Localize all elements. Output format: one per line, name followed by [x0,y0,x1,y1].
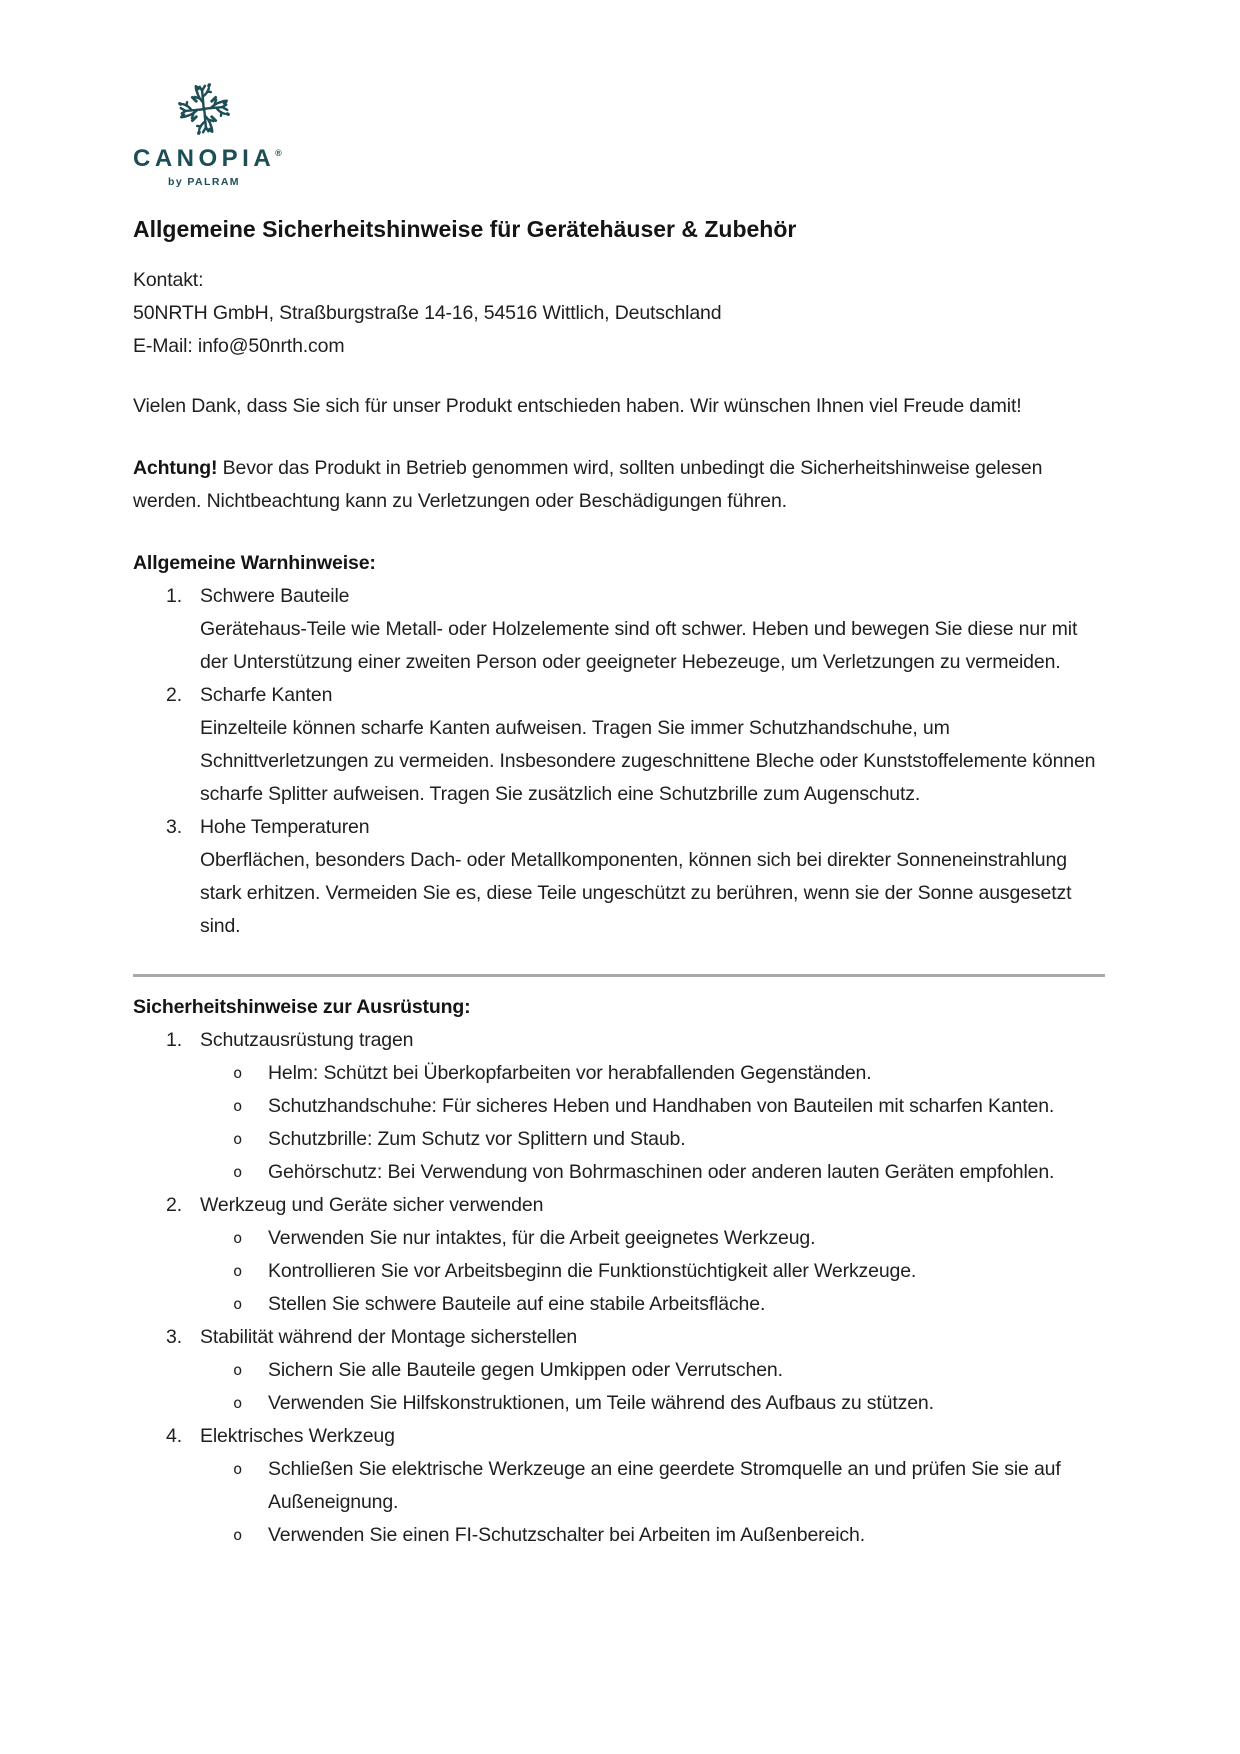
equipment-item-title: Elektrisches Werkzeug [200,1425,395,1447]
warning-item-number: 2. [166,684,182,706]
equipment-item-number: 1. [166,1029,182,1051]
warning-item-body: Gerätehaus-Teile wie Metall- oder Holzelemente sind oft schwer. Heben und bewegen Sie diese nur mit der Unterstützung einer zweiten Person oder geeigneter Hebezeuge, um Verletzungen zu vermeiden. [200,618,1078,673]
equipment-bullet-text: Kontrollieren Sie vor Arbeitsbeginn die Funktionstüchtigkeit aller Werkzeuge. [268,1260,917,1282]
bullet-marker: o [233,1163,243,1181]
equipment-item [133,1420,1105,1453]
bullet-marker: o [233,1229,243,1247]
bullet-marker: o [233,1394,243,1412]
logo [133,78,282,188]
equipment-bullet-text: Verwenden Sie nur intaktes, für die Arbeit geeignetes Werkzeug. [268,1227,816,1249]
equipment-item-number: 3. [166,1326,182,1348]
attention-label: Achtung! [133,457,218,479]
equipment-bullet-text: Schutzbrille: Zum Schutz vor Splittern und Staub. [268,1128,686,1150]
attention-paragraph [133,452,1105,518]
equipment-bullet [133,1453,1105,1519]
equipment-bullet [133,1222,1105,1255]
contact-block [133,264,1105,363]
warning-item-title: Hohe Temperaturen [200,816,370,838]
equipment-item [133,1024,1105,1057]
contact-email: E-Mail: info@50nrth.com [133,335,345,357]
equipment-item-number: 4. [166,1425,182,1447]
equipment-bullet [133,1123,1105,1156]
warning-item [133,811,1105,943]
equipment-bullet-text: Schutzhandschuhe: Für sicheres Heben und Handhaben von Bauteilen mit scharfen Kanten. [268,1095,1055,1117]
equipment-item-title: Stabilität während der Montage sicherstellen [200,1326,578,1348]
canopia-logo-icon [173,78,235,140]
warnings-heading: Allgemeine Warnhinweise: [133,552,376,574]
registered-mark: ® [275,148,282,158]
bullet-marker: o [233,1130,243,1148]
attention-text: Bevor das Produkt in Betrieb genommen wird, sollten unbedingt die Sicherheitshinweise gelesen werden. Nichtbeachtung kann zu Verletzungen oder Beschädigungen führen. [133,457,1043,512]
equipment-bullet [133,1387,1105,1420]
equipment-bullet-text: Verwenden Sie Hilfskonstruktionen, um Teile während des Aufbaus zu stützen. [268,1392,934,1414]
section-divider [133,974,1105,977]
equipment-bullet-text: Gehörschutz: Bei Verwendung von Bohrmaschinen oder anderen lauten Geräten empfohlen. [268,1161,1055,1183]
intro-paragraph: Vielen Dank, dass Sie sich für unser Produkt entschieden haben. Wir wünschen Ihnen viel Freude damit! [133,395,1022,417]
page-title: Allgemeine Sicherheitshinweise für Gerätehäuser & Zubehör [133,216,797,242]
bullet-marker: o [233,1097,243,1115]
bullet-marker: o [233,1460,243,1478]
warning-item-number: 3. [166,816,182,838]
equipment-bullet-text: Verwenden Sie einen FI-Schutzschalter bei Arbeiten im Außenbereich. [268,1524,865,1546]
equipment-bullet [133,1057,1105,1090]
warning-item-title: Schwere Bauteile [200,585,350,607]
equipment-item-title: Schutzausrüstung tragen [200,1029,414,1051]
bullet-marker: o [233,1262,243,1280]
equipment-item [133,1189,1105,1222]
bullet-marker: o [233,1064,243,1082]
equipment-bullet-text: Helm: Schützt bei Überkopfarbeiten vor herabfallenden Gegenständen. [268,1062,872,1084]
equipment-bullet [133,1519,1105,1552]
brand-wordmark [133,145,282,172]
warnings-list [133,580,1105,943]
bullet-marker: o [233,1526,243,1544]
warning-item-body: Einzelteile können scharfe Kanten aufweisen. Tragen Sie immer Schutzhandschuhe, um Schnittverletzungen zu vermeiden. Insbesondere zugeschnittene Bleche oder Kunststoffelemente können scharfe Splitter aufweisen. Tragen Sie zusätzlich eine Schutzbrille zum Augenschutz. [200,717,1096,805]
bullet-marker: o [233,1361,243,1379]
brand-byline: by PALRAM [168,176,240,188]
equipment-bullet-text: Schließen Sie elektrische Werkzeuge an eine geerdete Stromquelle an und prüfen Sie sie auf Außeneignung. [268,1458,1061,1513]
contact-label: Kontakt: [133,269,204,291]
warning-item [133,580,1105,679]
warning-item [133,679,1105,811]
equipment-list [133,1024,1105,1552]
equipment-bullet-text: Stellen Sie schwere Bauteile auf eine stabile Arbeitsfläche. [268,1293,766,1315]
equipment-item [133,1321,1105,1354]
brand-name: CANOPIA [133,145,276,172]
equipment-bullet [133,1090,1105,1123]
equipment-bullet-text: Sichern Sie alle Bauteile gegen Umkippen oder Verrutschen. [268,1359,783,1381]
bullet-marker: o [233,1295,243,1313]
equipment-item-number: 2. [166,1194,182,1216]
warning-item-title: Scharfe Kanten [200,684,333,706]
contact-address: 50NRTH GmbH, Straßburgstraße 14-16, 54516 Wittlich, Deutschland [133,302,722,324]
equipment-bullet [133,1354,1105,1387]
warning-item-number: 1. [166,585,182,607]
warning-item-body: Oberflächen, besonders Dach- oder Metallkomponenten, können sich bei direkter Sonneneinstrahlung stark erhitzen. Vermeiden Sie es, diese Teile ungeschützt zu berühren, wenn sie der Sonne ausgesetzt sind. [200,849,1072,937]
equipment-heading: Sicherheitshinweise zur Ausrüstung: [133,996,471,1018]
equipment-bullet [133,1156,1105,1189]
equipment-item-title: Werkzeug und Geräte sicher verwenden [200,1194,544,1216]
equipment-bullet [133,1255,1105,1288]
equipment-bullet [133,1288,1105,1321]
